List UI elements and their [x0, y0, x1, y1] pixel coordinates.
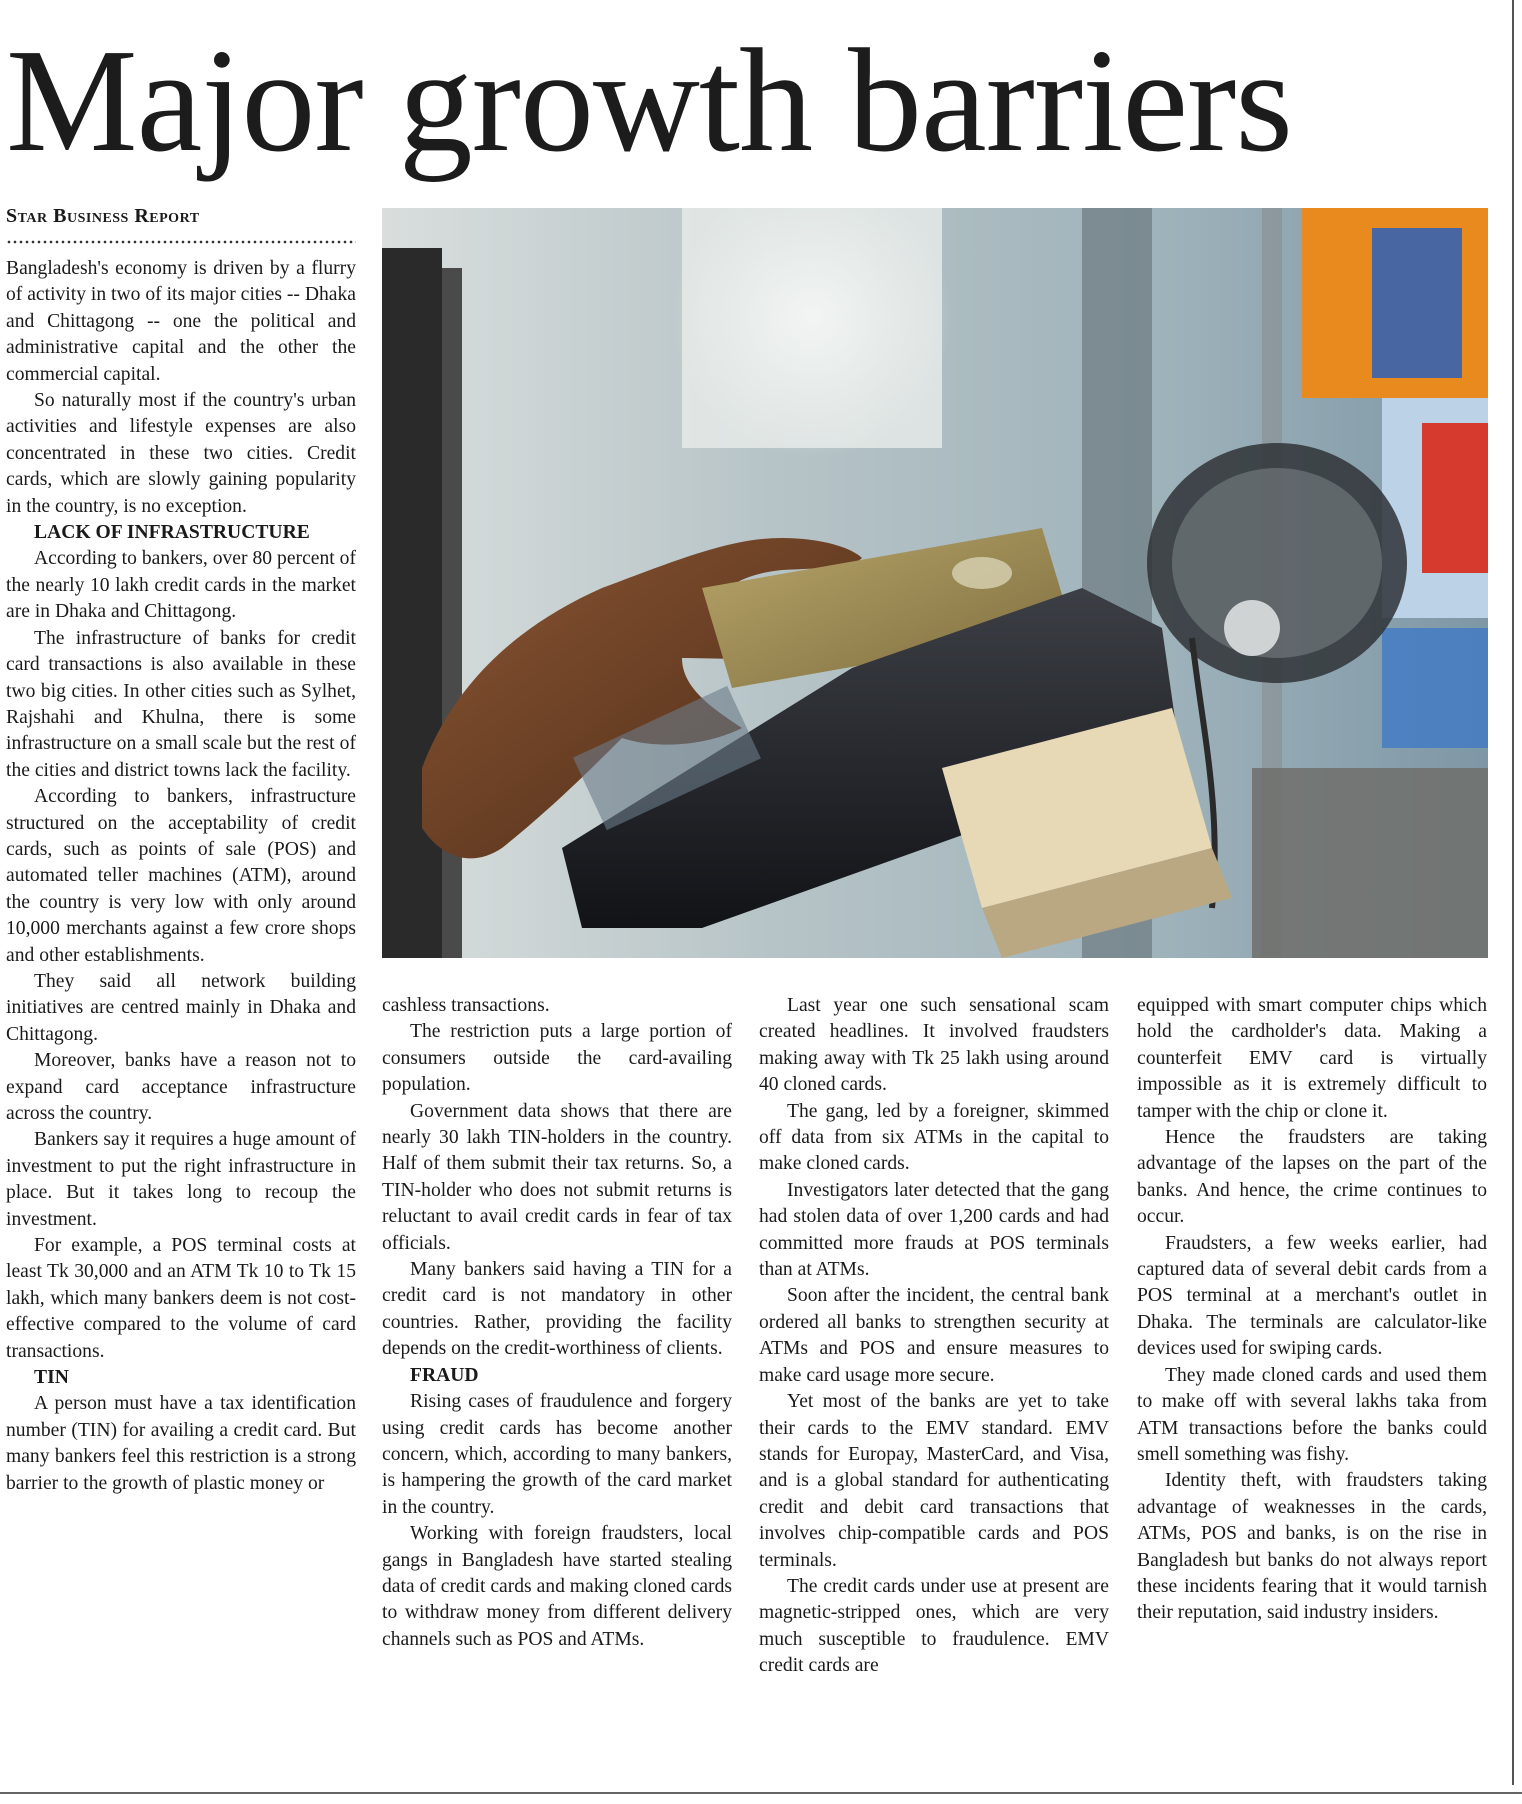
paragraph: Soon after the incident, the central bank ordered all banks to strengthen security at ATMs and POS and ensure measures to make card usage more secure. — [759, 1285, 1109, 1386]
paragraph: They made cloned cards and used them to make off with several lakhs taka from ATM transactions before the banks could smell something was fishy. — [1137, 1364, 1487, 1465]
paragraph: The restriction puts a large portion of consumers outside the card-availing population. — [382, 1021, 732, 1096]
column-rule — [1512, 0, 1514, 1785]
paragraph: Identity theft, with fraudsters taking advantage of weaknesses in the cards, ATMs, POS and banks, is on the rise in Bangladesh but banks do not always report these incidents fearing that it would tarnish their reputation, said industry insiders. — [1137, 1470, 1487, 1624]
paragraph: Investigators later detected that the gang had stolen data of over 1,200 cards and had committed more frauds at POS terminals than at ATMs. — [759, 1179, 1109, 1281]
paragraph: Many bankers said having a TIN for a credit card is not mandatory in other countries. Rather, providing the facility depends on the credit-worthiness of clients. — [382, 1259, 732, 1360]
paragraph: According to bankers, infrastructure structured on the acceptability of credit cards, such as points of sale (POS) and automated teller machines (ATM), around the country is very low with only around 10,000 merchants against a few crore shops and other establishments. — [6, 786, 356, 966]
paragraph: Working with foreign fraudsters, local gangs in Bangladesh have started stealing data of credit cards and making cloned cards to withdraw money from different delivery channels such as POS and ATMs. — [382, 1523, 732, 1650]
paragraph: Rising cases of fraudulence and forgery using credit cards has become another concern, which, according to many bankers, is hampering the growth of the card market in the country. — [382, 1391, 732, 1518]
paragraph: The credit cards under use at present are magnetic-stripped ones, which are very much susceptible to fraudulence. EMV credit cards are — [759, 1575, 1109, 1677]
paragraph: Bangladesh's economy is driven by a flurry of activity in two of its major cities -- Dhaka and Chittagong -- one the political and administrative capital and the other the commercial capital. — [6, 258, 356, 385]
section-heading: TIN — [34, 1367, 69, 1389]
article-column-3 — [759, 993, 1109, 1680]
headline: Major growth barriers — [6, 19, 1292, 183]
paragraph: A person must have a tax identification number (TIN) for availing a credit card. But many bankers feel this restriction is a strong barrier to the growth of plastic money or — [6, 1393, 356, 1494]
paragraph: Last year one such sensational scam created headlines. It involved fraudsters making away with Tk 25 lakh using around 40 cloned cards. — [759, 995, 1109, 1096]
paragraph: So naturally most if the country's urban activities and lifestyle expenses are also concentrated in these two cities. Credit cards, which are slowly gaining popularity in the country, is no exception. — [6, 390, 356, 517]
paragraph: Hence the fraudsters are taking advantage of the lapses on the part of the banks. And hence, the crime continues to occur. — [1137, 1127, 1487, 1228]
byline: Star Business Report — [6, 205, 200, 227]
dotted-divider — [6, 240, 356, 244]
paragraph: Bankers say it requires a huge amount of investment to put the right infrastructure in place. But it takes long to recoup the investment. — [6, 1129, 356, 1230]
paragraph: The gang, led by a foreigner, skimmed off data from six ATMs in the capital to make cloned cards. — [759, 1100, 1109, 1175]
article-column-1 — [6, 256, 356, 1497]
paragraph: For example, a POS terminal costs at least Tk 30,000 and an ATM Tk 10 to Tk 15 lakh, which many bankers deem is not cost-effective compared to the volume of card transactions. — [6, 1235, 356, 1362]
paragraph: cashless transactions. — [382, 995, 550, 1016]
article-column-4 — [1137, 993, 1487, 1627]
paragraph: Yet most of the banks are yet to take their cards to the EMV standard. EMV stands for Europay, MasterCard, and Visa, and is a global standard for authenticating credit and debit card transactions that involves chip-compatible cards and POS terminals. — [759, 1391, 1109, 1571]
bottom-rule — [0, 1792, 1522, 1794]
paragraph: Moreover, banks have a reason not to expand card acceptance infrastructure across the country. — [6, 1050, 356, 1124]
paragraph: The infrastructure of banks for credit card transactions is also available in these two big cities. In other cities such as Sylhet, Rajshahi and Khulna, there is some infrastructure on a small scale but the rest of the cities and district towns lack the facility. — [6, 627, 356, 781]
paragraph: Government data shows that there are nearly 30 lakh TIN-holders in the country. Half of them submit their tax returns. So, a TIN-holder who does not submit returns is reluctant to avail credit cards in fear of tax officials. — [382, 1100, 732, 1254]
paragraph: equipped with smart computer chips which hold the cardholder's data. Making a counterfeit EMV card is virtually impossible as it is extremely difficult to tamper with the chip or clone it. — [1137, 995, 1487, 1122]
section-heading: FRAUD — [410, 1364, 479, 1386]
paragraph: According to bankers, over 80 percent of the nearly 10 lakh credit cards in the market are in Dhaka and Chittagong. — [6, 548, 356, 623]
paragraph: They said all network building initiatives are centred mainly in Dhaka and Chittagong. — [6, 970, 356, 1045]
card-terminal-photo — [382, 208, 1488, 958]
section-heading: LACK OF INFRASTRUCTURE — [34, 522, 310, 544]
paragraph: Fraudsters, a few weeks earlier, had captured data of several debit cards from a POS terminal at a merchant's outlet in Dhaka. The terminals are calculator-like devices used for swiping cards. — [1137, 1232, 1487, 1360]
article-column-2 — [382, 993, 732, 1653]
